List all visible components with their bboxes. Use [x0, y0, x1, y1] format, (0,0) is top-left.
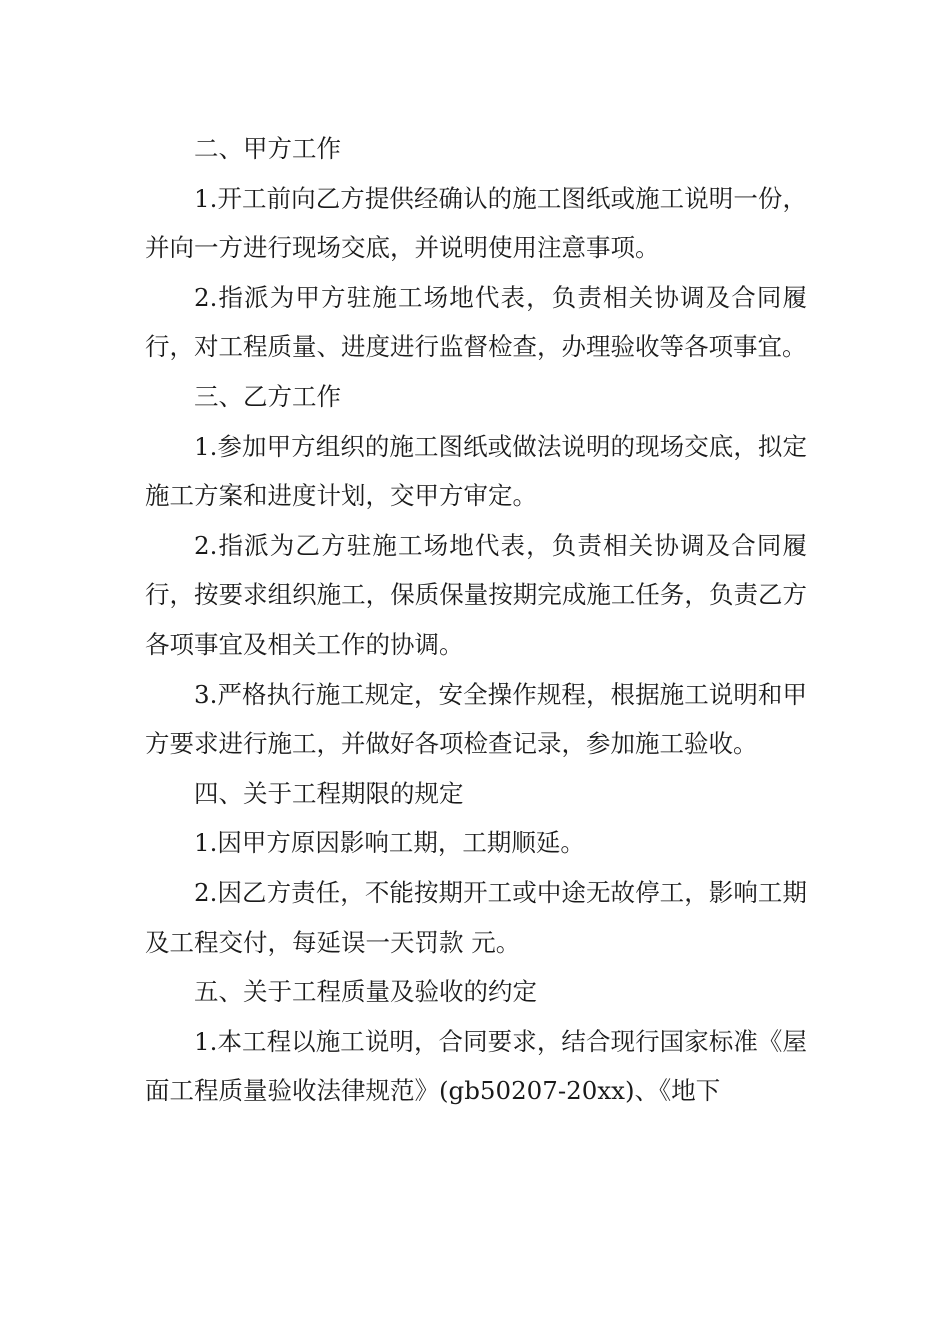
paragraph: 1.参加甲方组织的施工图纸或做法说明的现场交底，拟定施工方案和进度计划，交甲方审定。: [145, 431, 807, 511]
paragraph: 1.本工程以施工说明，合同要求，结合现行国家标准《屋面工程质量验收法律规范》(gb50207-20xx)、《地下: [145, 1026, 807, 1106]
section-heading-party-a: 二、甲方工作: [194, 134, 341, 163]
paragraph: 2.指派为乙方驻施工场地代表，负责相关协调及合同履行，按要求组织施工，保质保量按期完成施工任务，负责乙方各项事宜及相关工作的协调。: [145, 530, 807, 659]
section-heading-quality: 五、关于工程质量及验收的约定: [194, 977, 537, 1007]
paragraph: 1.因甲方原因影响工期，工期顺延。: [194, 828, 585, 858]
section-heading-party-b: 三、乙方工作: [194, 381, 341, 411]
paragraph: 1.开工前向乙方提供经确认的施工图纸或施工说明一份，并向一方进行现场交底，并说明使用注意事项。: [145, 183, 807, 263]
paragraph: 2.因乙方责任，不能按期开工或中途无故停工，影响工期及工程交付，每延误一天罚款 元。: [145, 877, 807, 957]
paragraph: 2.指派为甲方驻施工场地代表，负责相关协调及合同履行，对工程质量、进度进行监督检查，办理验收等各项事宜。: [145, 282, 807, 362]
document-body: [145, 124, 807, 1116]
section-heading-schedule: 四、关于工程期限的规定: [194, 778, 464, 808]
paragraph: 3.严格执行施工规定，安全操作规程，根据施工说明和甲方要求进行施工，并做好各项检查记录，参加施工验收。: [145, 679, 807, 759]
